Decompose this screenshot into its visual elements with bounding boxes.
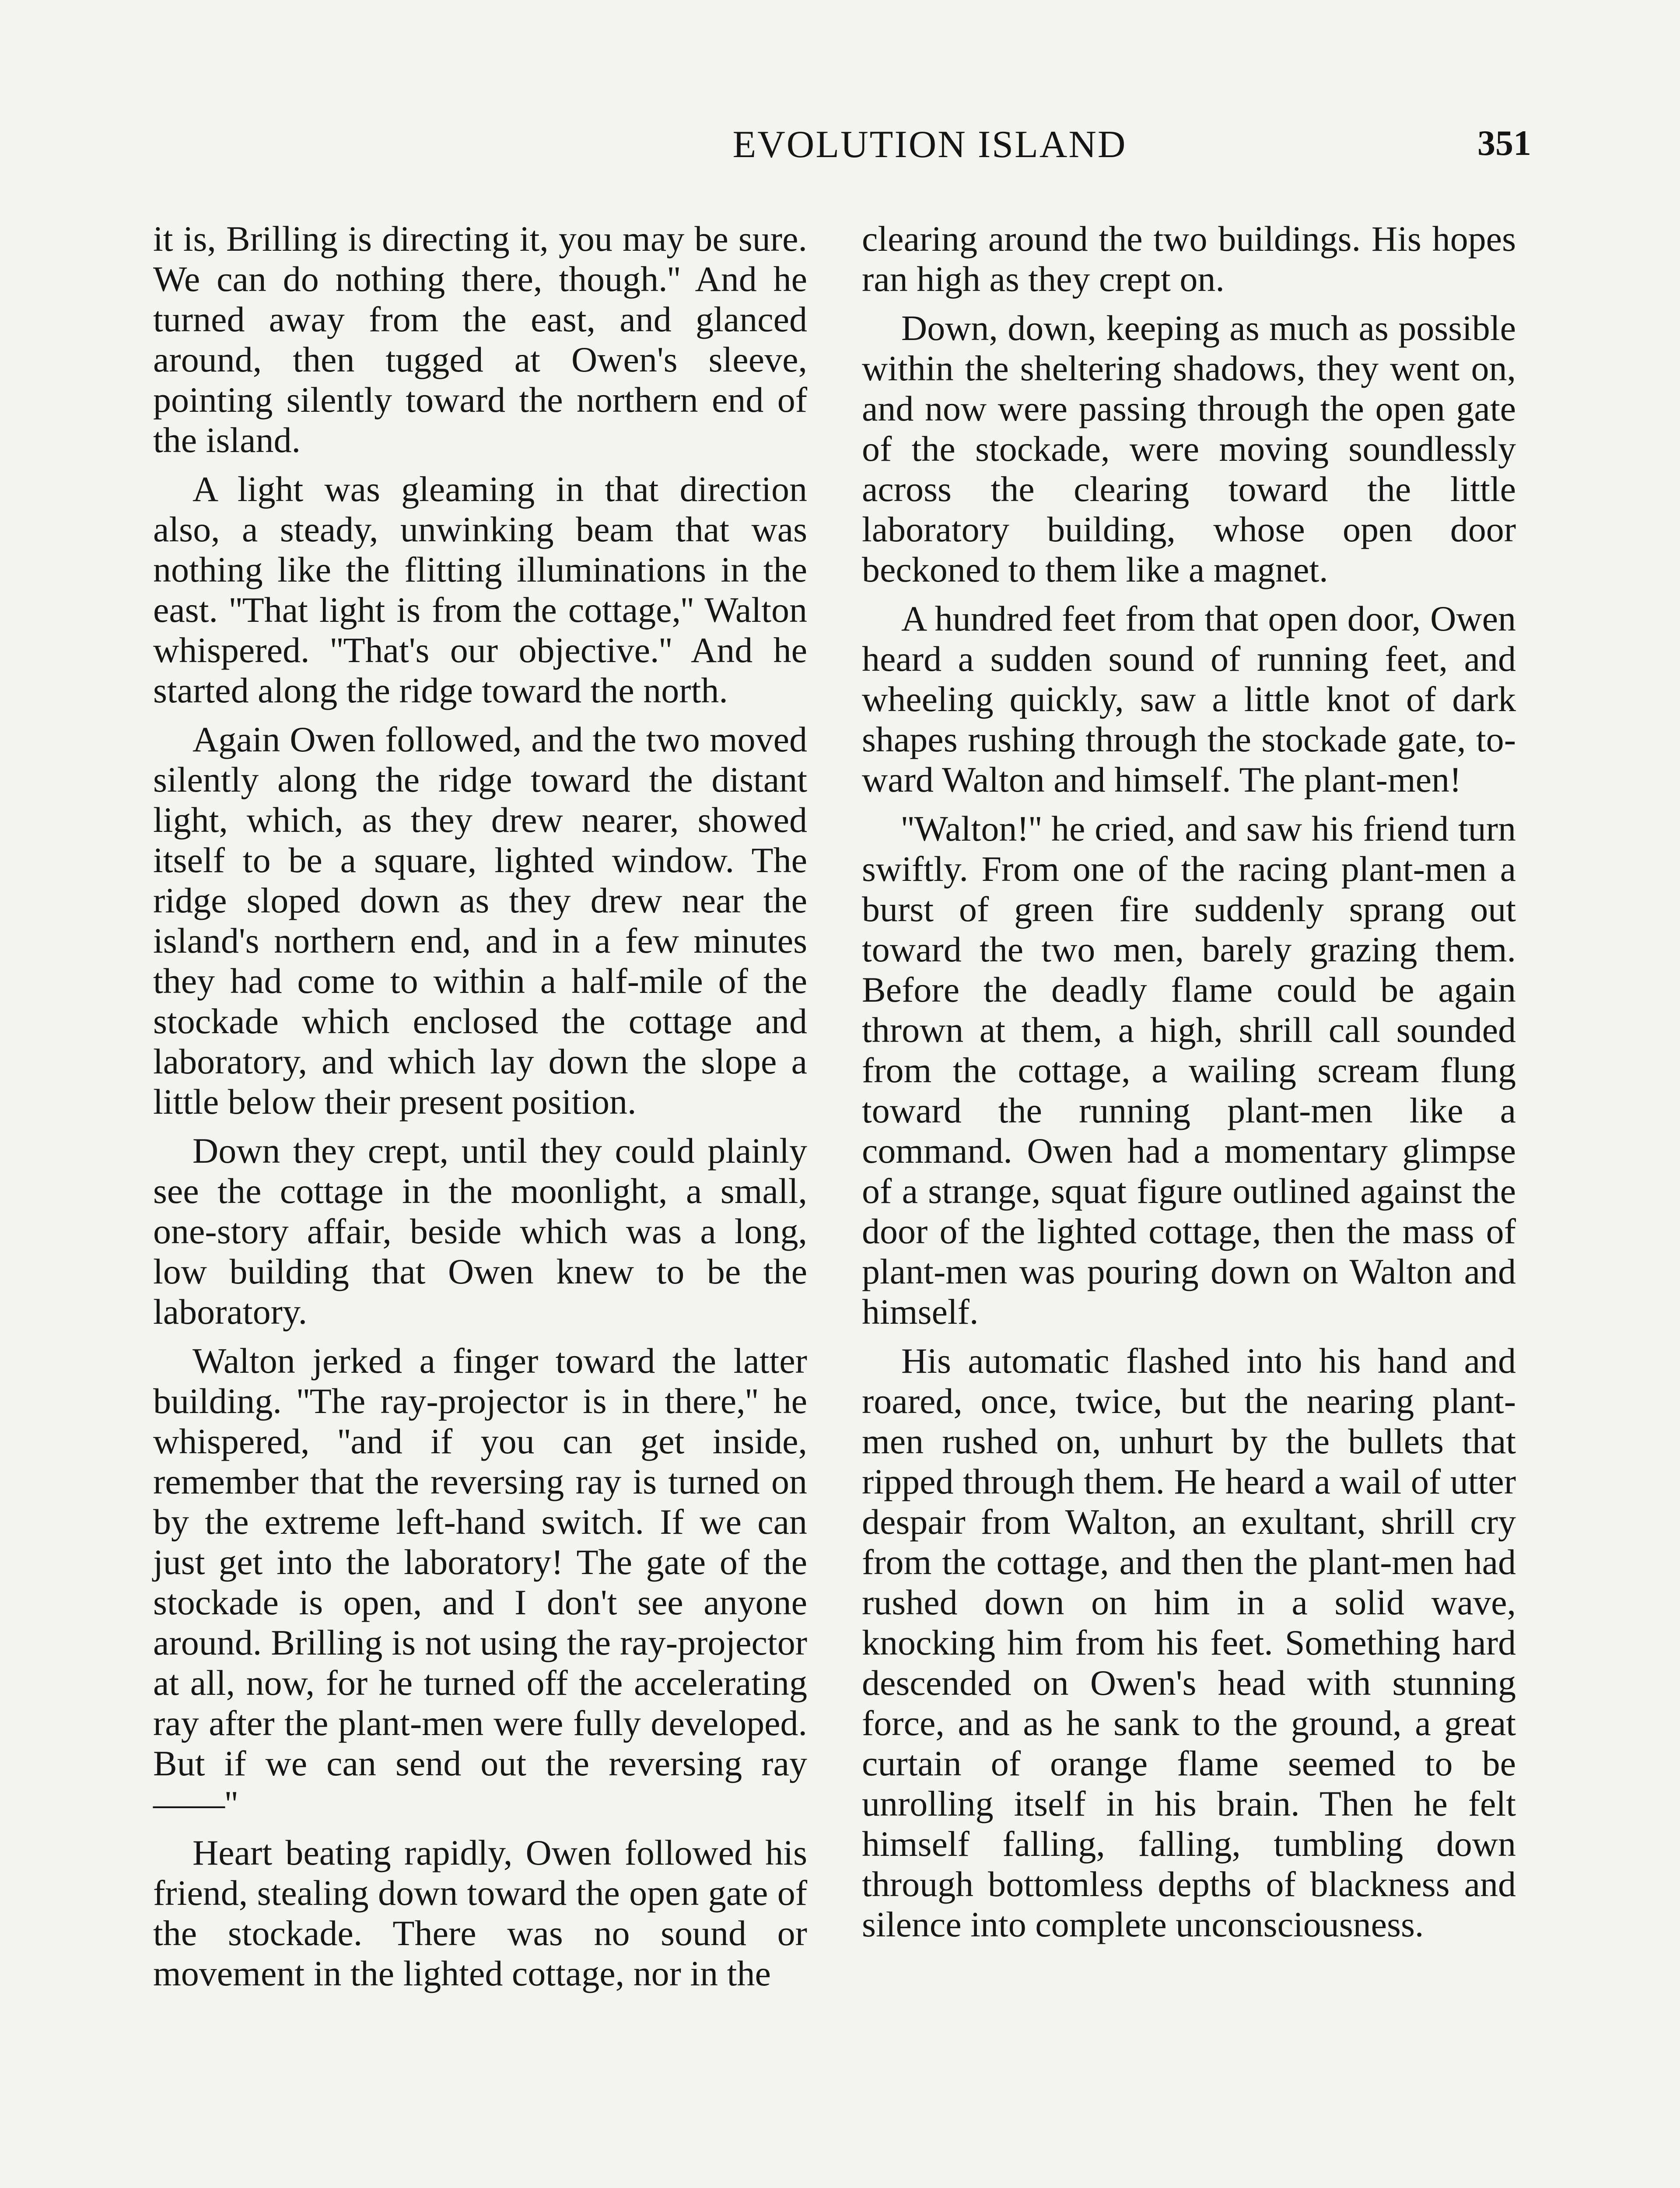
paragraph: Again Owen followed, and the two moved silently along the ridge toward the distant light, which, as they drew nearer, showed itself to be a square, lighted window. The ridge sloped down as they drew near the island's northern end, and in a few minutes they had come to within a half-mile of the stockade which enclosed the cottage and laboratory, and which lay down the slope a little below their present position. xyxy=(153,719,807,1122)
paragraph: Down, down, keeping as much as possible within the sheltering shadows, they went on, and now were passing through the open gate of the stockade, were moving soundlessly across the clearing toward the little laboratory building, whose open door beckoned to them like a magnet. xyxy=(862,308,1516,589)
paragraph: ''Walton!'' he cried, and saw his friend turn swiftly. From one of the racing plant-men a burst of green fire suddenly sprang out toward the two men, barely grazing them. Before the deadly flame could be again thrown at them, a high, shrill call sounded from the cottage, a wailing scream flung toward the running plant-men like a command. Owen had a momentary glimpse of a strange, squat figure outlined against the door of the lighted cottage, then the mass of plant-men was pouring down on Walton and himself. xyxy=(862,809,1516,1332)
paragraph: it is, Brilling is directing it, you may be sure. We can do nothing there, though.'' And he turned away from the east, and glanced around, then tugged at Owen's sleeve, pointing silently toward the northern end of the island. xyxy=(153,219,807,460)
paragraph: His automatic flashed into his hand and roared, once, twice, but the nearing plant-men rushed on, unhurt by the bullets that ripped through them. He heard a wail of utter despair from Walton, an exultant, shrill cry from the cottage, and then the plant-men had rushed down on him in a solid wave, knocking him from his feet. Something hard descended on Owen's head with stunning force, and as he sank to the ground, a great curtain of orange flame seemed to be unrolling itself in his brain. Then he felt himself falling, falling, tumbling down through bottomless depths of blackness and silence into complete unconsciousness. xyxy=(862,1341,1516,1944)
paragraph: A hundred feet from that open door, Owen heard a sudden sound of running feet, and wheeling quickly, saw a little knot of dark shapes rushing through the stockade gate, toward Walton and himself. The plant-men! xyxy=(862,599,1516,799)
paragraph: Walton jerked a finger toward the latter building. ''The ray-projector is in there,'' he whispered, ''and if you can get inside, remember that the reversing ray is turned on by the extreme left-hand switch. If we can just get into the laboratory! The gate of the stockade is open, and I don't see anyone around. Brilling is not using the ray-projector at all, now, for he turned off the accelerating ray after the plant-men were fully developed. But if we can send out the reversing ray——'' xyxy=(153,1341,807,1823)
page-number: 351 xyxy=(1477,123,1531,163)
paragraph: A light was gleaming in that direction also, a steady, unwinking beam that was nothing like the flitting illuminations in the east. ''That light is from the cottage,'' Walton whispered. ''That's our objective.'' And he started along the ridge toward the north. xyxy=(153,469,807,710)
page-header xyxy=(153,123,1531,175)
paragraph: clearing around the two buildings. His hopes ran high as they crept on. xyxy=(862,219,1516,299)
running-title: EVOLUTION ISLAND xyxy=(732,123,1127,166)
left-text-column xyxy=(153,219,807,2002)
paragraph: Down they crept, until they could plainly see the cottage in the moonlight, a small, one-story affair, beside which was a long, low building that Owen knew to be the laboratory. xyxy=(153,1131,807,1332)
paragraph: Heart beating rapidly, Owen followed his friend, stealing down toward the open gate of the stockade. There was no sound or movement in the lighted cottage, nor in the xyxy=(153,1833,807,1993)
right-text-column xyxy=(862,219,1516,1953)
